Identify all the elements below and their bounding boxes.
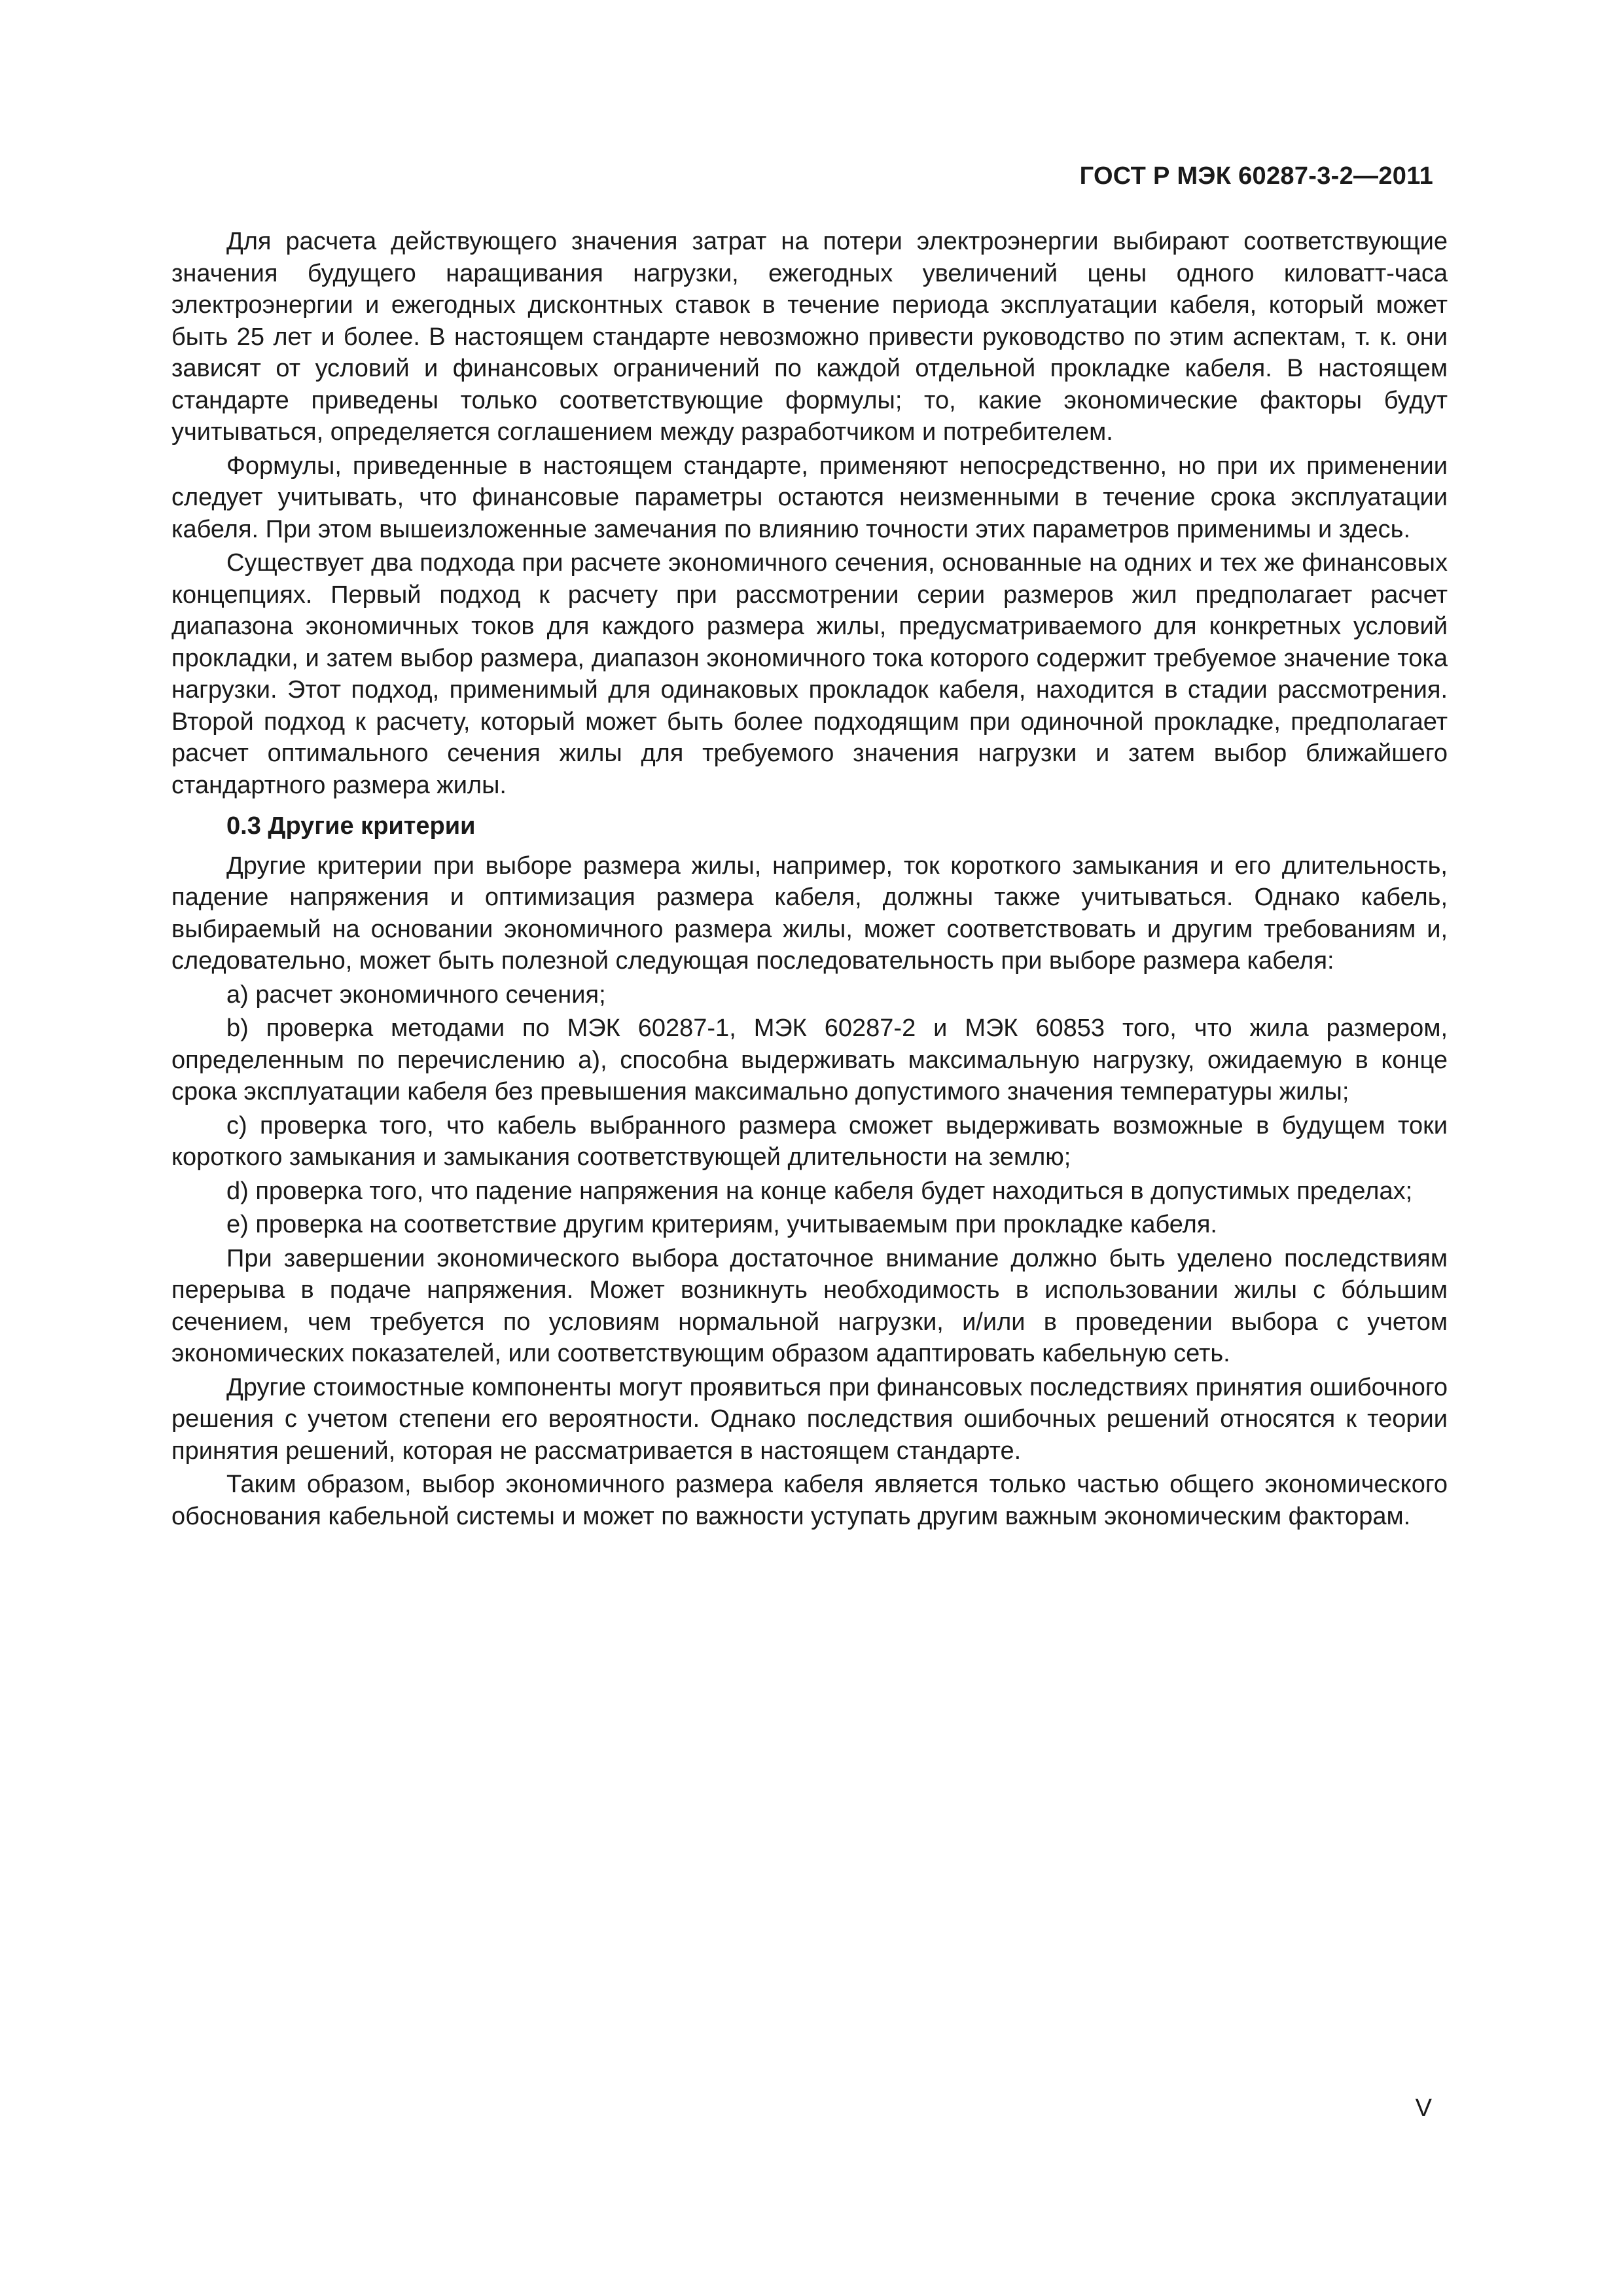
paragraph: Для расчета действующего значения затрат на потери электроэнергии выбирают соответствующие значения будущего наращивания нагрузки, ежегодных увеличений цены одного киловатт-часа электроэнергии и ежегодных дисконтных ставок в течение периода эксплуатации кабеля, который может быть 25 лет и более. В настоящем стандарте невозможно привести руководство по этим аспектам, т. к. они зависят от условий и финансовых ограничений по каждой отдельной прокладке кабеля. В настоящем стандарте приведены только соответствующие формулы; то, какие экономические факторы будут учитываться, определяется соглашением между разработчиком и потребителем.	[171, 228, 1448, 446]
paragraph: Другие критерии при выборе размера жилы, например, ток короткого замыкания и его длительность, падение напряжения и оптимизация размера кабеля, должны также учитываться. Однако кабель, выбираемый на основании экономичного размера жилы, может соответствовать и другим требованиям и, следовательно, может быть полезной следующая последовательность при выборе размера кабеля:	[171, 852, 1448, 975]
list-item: e) проверка на соответствие другим критериям, учитываемым при прокладке кабеля.	[226, 1211, 1217, 1238]
paragraph: Таким образом, выбор экономичного размера кабеля является только частью общего экономического обоснования кабельной системы и может по важности уступать другим важным экономическим факторам.	[171, 1471, 1448, 1530]
page-number: V	[1415, 2094, 1432, 2122]
paragraph: При завершении экономического выбора достаточное внимание должно быть уделено последствиям перерыва в подаче напряжения. Может возникнуть необходимость в использовании жилы с бо́льшим сечением, чем требуется по условиям нормальной нагрузки, и/или в проведении выбора с учетом экономических показателей, или соответствующим образом адаптировать кабельную сеть.	[171, 1244, 1448, 1367]
list-item: d) проверка того, что падение напряжения на конце кабеля будет находиться в допустимых пределах;	[226, 1177, 1413, 1205]
section-heading: 0.3 Другие критерии	[226, 812, 476, 840]
list-item: a) расчет экономичного сечения;	[226, 980, 606, 1009]
document-body	[171, 226, 1448, 1532]
document-header: ГОСТ Р МЭК 60287-3-2—2011	[1079, 162, 1433, 190]
paragraph: Существует два подхода при расчете экономичного сечения, основанные на одних и тех же финансовых концепциях. Первый подход к расчету при рассмотрении серии размеров жил предполагает расчет диапазона экономичных токов для каждого размера жилы, предусматриваемого для конкретных условий прокладки, и затем выбор размера, диапазон экономичного тока которого содержит требуемое значение тока нагрузки. Этот подход, применимый для одинаковых прокладок кабеля, находится в стадии рассмотрения. Второй подход к расчету, который может быть более подходящим при одиночной прокладке, предполагает расчет оптимального сечения жилы для требуемого значения нагрузки и затем выбор ближайшего стандартного размера жилы.	[171, 549, 1448, 799]
list-item: c) проверка того, что кабель выбранного размера сможет выдерживать возможные в будущем токи короткого замыкания и замыкания соответствующей длительности на землю;	[171, 1111, 1448, 1171]
list-item: b) проверка методами по МЭК 60287-1, МЭК 60287-2 и МЭК 60853 того, что жила размером, определенным по перечислению a), способна выдерживать максимальную нагрузку, ожидаемую в конце срока эксплуатации кабеля без превышения максимально допустимого значения температуры жилы;	[171, 1014, 1448, 1105]
paragraph: Другие стоимостные компоненты могут проявиться при финансовых последствиях принятия ошибочного решения с учетом степени его вероятности. Однако последствия ошибочных решений относятся к теории принятия решений, которая не рассматривается в настоящем стандарте.	[171, 1373, 1448, 1465]
paragraph: Формулы, приведенные в настоящем стандарте, применяют непосредственно, но при их применении следует учитывать, что финансовые параметры остаются неизменными в течение срока эксплуатации кабеля. При этом вышеизложенные замечания по влиянию точности этих параметров применимы и здесь.	[171, 452, 1448, 543]
